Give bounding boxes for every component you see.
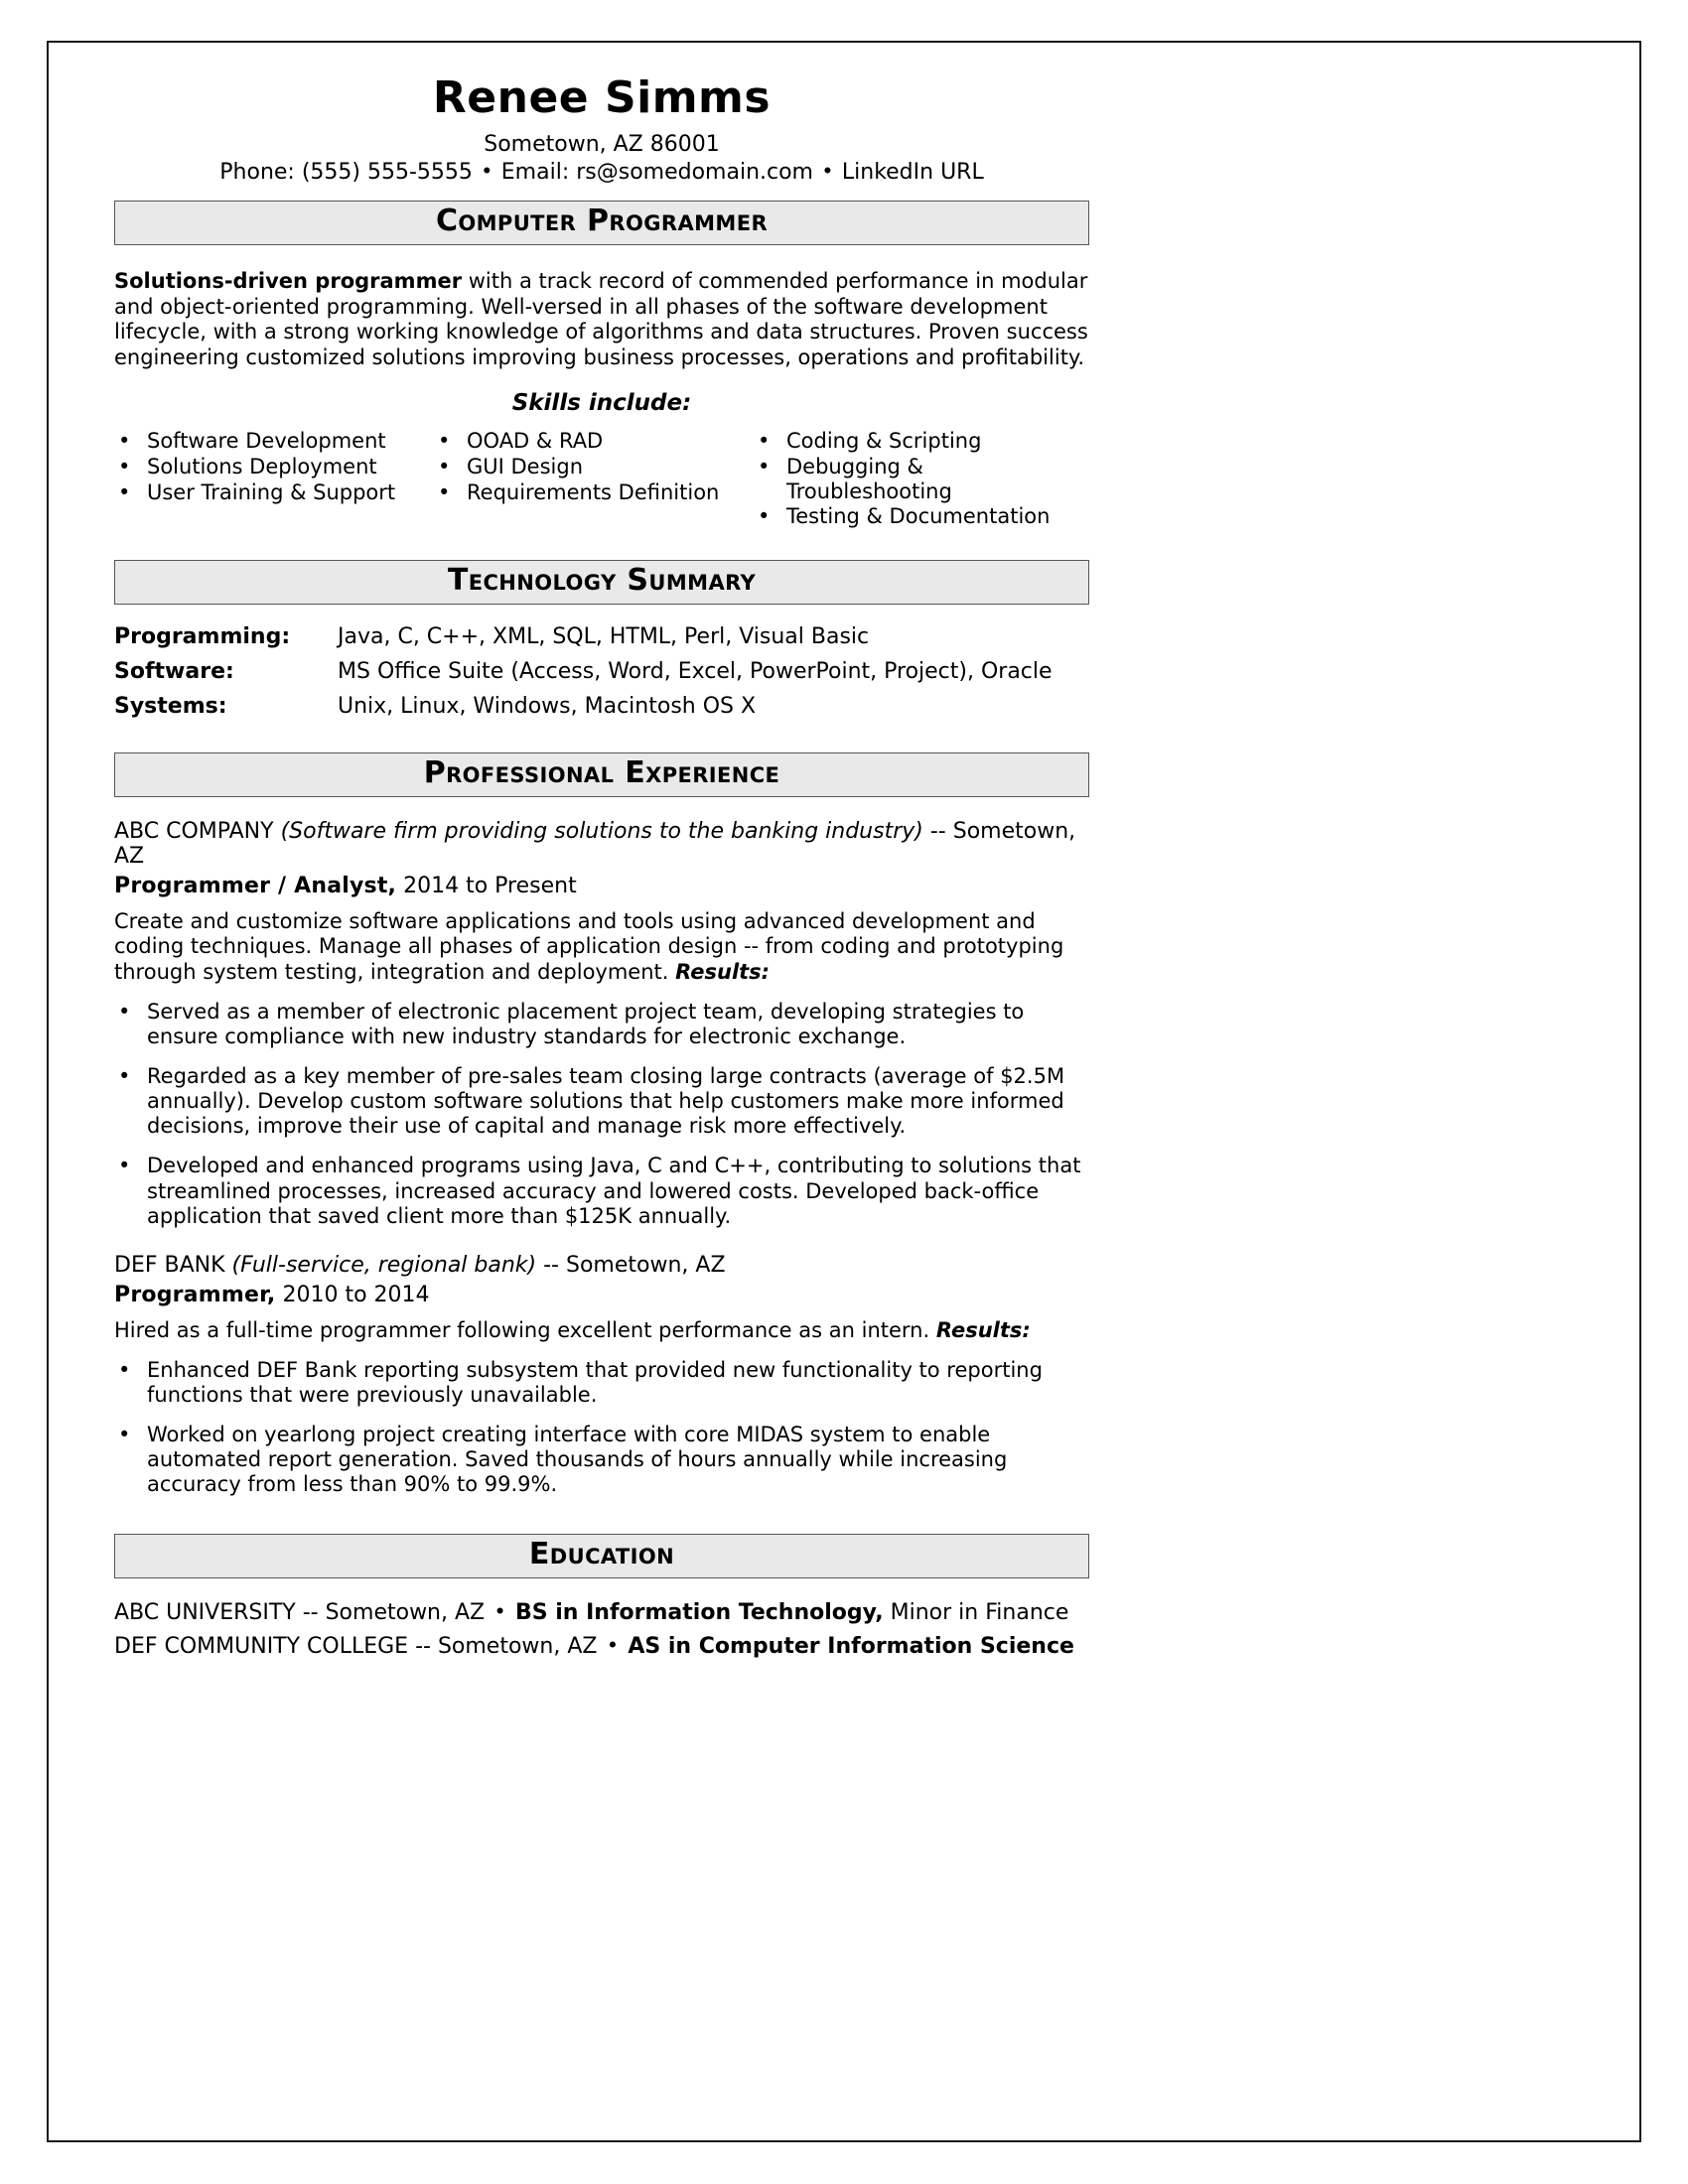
experience-bullet [114, 1423, 1089, 1498]
company-location: -- Sometown, AZ [536, 1253, 726, 1279]
resume-content [114, 43, 1089, 1659]
skill-label: OOAD & RAD [467, 429, 604, 454]
bullet-icon: • [758, 504, 771, 529]
job-title: Programmer, [114, 1283, 276, 1308]
candidate-address: Sometown, AZ 86001 [484, 132, 720, 157]
summary-rest: with a track record of commended performance in modular and object-oriented programming. Well-versed in all phases of the software development lifecycle, with a strong working knowledge of algorithms and data structures. Proven success engineering customized solutions improving business processes, operations and profitability. [114, 269, 1088, 369]
skill-item [434, 480, 754, 505]
bullet-text: Enhanced DEF Bank reporting subsystem that provided new functionality to reporting functions that were previously unavailable. [147, 1357, 1043, 1407]
job-dates: 2014 to Present [396, 873, 577, 898]
skill-label: Coding & Scripting [786, 429, 982, 454]
skill-item [434, 429, 754, 454]
section-header-professional-experience [114, 752, 1089, 797]
job-bullet-list [114, 1000, 1089, 1230]
summary-paragraph [114, 269, 1089, 370]
section-title-education: Education [528, 1536, 675, 1571]
education-list [114, 1600, 1089, 1659]
job-description-text: Create and customize software applications and tools using advanced development and coding techniques. Manage all phases of application design -- from coding and prototyping through system testing, integration and deployment. [114, 908, 1064, 984]
dot-separator-icon: • [822, 162, 833, 182]
linkedin-text: LinkedIn URL [841, 160, 984, 185]
degree-detail: Minor in Finance [883, 1599, 1069, 1625]
job-abc-company [114, 819, 1089, 1229]
bullet-text: Regarded as a key member of pre-sales team closing large contracts (average of $2.5M annually). Develop custom software solutions that help customers make more informed decisions, improve their use of capital and manage risk more effectively. [147, 1063, 1065, 1139]
skill-item [754, 429, 1089, 454]
experience-bullet [114, 1154, 1089, 1229]
dot-separator-icon: • [607, 1635, 619, 1656]
bullet-icon: • [118, 455, 131, 478]
page-border [47, 41, 1641, 2142]
job-title-line [114, 1283, 1089, 1307]
bullet-icon: • [118, 1154, 131, 1178]
phone-text: Phone: (555) 555-5555 [219, 160, 473, 185]
skill-item [434, 455, 754, 479]
skill-label: Debugging & Troubleshooting [786, 455, 952, 503]
skills-column-1 [114, 429, 434, 529]
education-entry [114, 1600, 1089, 1625]
experience-bullet [114, 1358, 1089, 1408]
bullet-icon: • [758, 455, 771, 478]
section-header-role [114, 201, 1089, 245]
skill-item [754, 455, 1089, 503]
school-name: DEF COMMUNITY COLLEGE -- Sometown, AZ [114, 1633, 598, 1659]
education-entry [114, 1634, 1089, 1659]
section-header-technology-summary [114, 560, 1089, 605]
experience-bullet [114, 1064, 1089, 1140]
school-name: ABC UNIVERSITY -- Sometown, AZ [114, 1599, 486, 1625]
section-title-role: Computer Programmer [435, 204, 769, 238]
skill-label: Testing & Documentation [786, 504, 1051, 529]
tech-row-label: Systems: [114, 693, 227, 719]
tech-row-label: Software: [114, 658, 234, 684]
job-company-line [114, 819, 1089, 869]
skill-label: Software Development [147, 429, 386, 454]
skill-label: Requirements Definition [467, 479, 720, 504]
section-header-education [114, 1534, 1089, 1578]
bullet-icon: • [438, 479, 451, 504]
bullet-text: Worked on yearlong project creating interface with core MIDAS system to enable automated report generation. Saved thousands of hours annually while increasing accuracy from less than 90% to 99.9%. [147, 1423, 1008, 1497]
skills-list [114, 429, 1089, 529]
skills-column-3 [754, 429, 1089, 529]
tech-row-value: MS Office Suite (Access, Word, Excel, PowerPoint, Project), Oracle [338, 658, 1053, 684]
bullet-icon: • [118, 1063, 131, 1088]
summary-lead: Solutions-driven programmer [114, 269, 463, 293]
company-description: (Software firm providing solutions to the banking industry) [280, 818, 923, 844]
job-description [114, 1318, 1089, 1344]
section-title-technology: Technology Summary [447, 562, 757, 598]
tech-row-value: Java, C, C++, XML, SQL, HTML, Perl, Visual Basic [338, 623, 870, 649]
job-description [114, 909, 1089, 986]
contact-line [114, 160, 1089, 185]
bullet-icon: • [438, 455, 451, 478]
dot-separator-icon: • [494, 1601, 505, 1622]
section-title-experience: Professional Experience [423, 754, 780, 790]
job-company-line [114, 1253, 1089, 1278]
resume-header [114, 72, 1089, 185]
bullet-text: Served as a member of electronic placement project team, developing strategies to ensure compliance with new industry standards for electronic exchange. [147, 999, 1025, 1048]
tech-row-value: Unix, Linux, Windows, Macintosh OS X [338, 693, 757, 719]
skill-label: User Training & Support [147, 479, 396, 504]
skill-label: Solutions Deployment [147, 455, 377, 478]
company-name: ABC COMPANY [114, 818, 281, 844]
technology-summary-table [114, 624, 1089, 719]
degree-name: BS in Information Technology, [514, 1599, 884, 1625]
dot-separator-icon: • [481, 162, 492, 182]
bullet-icon: • [118, 479, 131, 504]
bullet-icon: • [758, 429, 771, 454]
degree-name: AS in Computer Information Science [628, 1633, 1074, 1659]
tech-row-label: Programming: [114, 623, 291, 649]
bullet-icon: • [118, 999, 131, 1024]
skill-item [114, 480, 434, 505]
candidate-name: Renee Simms [432, 72, 772, 123]
bullet-icon: • [118, 429, 131, 454]
job-bullet-list [114, 1358, 1089, 1498]
skills-heading: Skills include: [511, 390, 692, 417]
email-text: Email: rs@somedomain.com [500, 160, 813, 185]
experience-bullet [114, 1000, 1089, 1049]
job-dates: 2010 to 2014 [275, 1283, 430, 1308]
results-label: Results: [935, 1318, 1031, 1343]
bullet-icon: • [118, 1423, 131, 1446]
skill-item [114, 455, 434, 479]
bullet-icon: • [118, 1357, 131, 1382]
bullet-icon: • [438, 429, 451, 454]
job-title-line [114, 874, 1089, 898]
job-description-text: Hired as a full-time programmer following excellent performance as an intern. [114, 1318, 936, 1343]
skill-label: GUI Design [467, 455, 584, 478]
company-name: DEF BANK [114, 1253, 232, 1279]
bullet-text: Developed and enhanced programs using Java, C and C++, contributing to solutions that streamlined processes, increased accuracy and lowered costs. Developed back-office application that saved client more than $125K annually. [147, 1154, 1081, 1228]
company-description: (Full-service, regional bank) [231, 1253, 537, 1279]
job-title: Programmer / Analyst, [114, 873, 397, 898]
skills-column-2 [434, 429, 754, 529]
job-def-bank [114, 1253, 1089, 1498]
skill-item [754, 504, 1089, 529]
skill-item [114, 429, 434, 454]
company-location: -- Sometown, AZ [114, 818, 1076, 869]
results-label: Results: [675, 959, 771, 984]
